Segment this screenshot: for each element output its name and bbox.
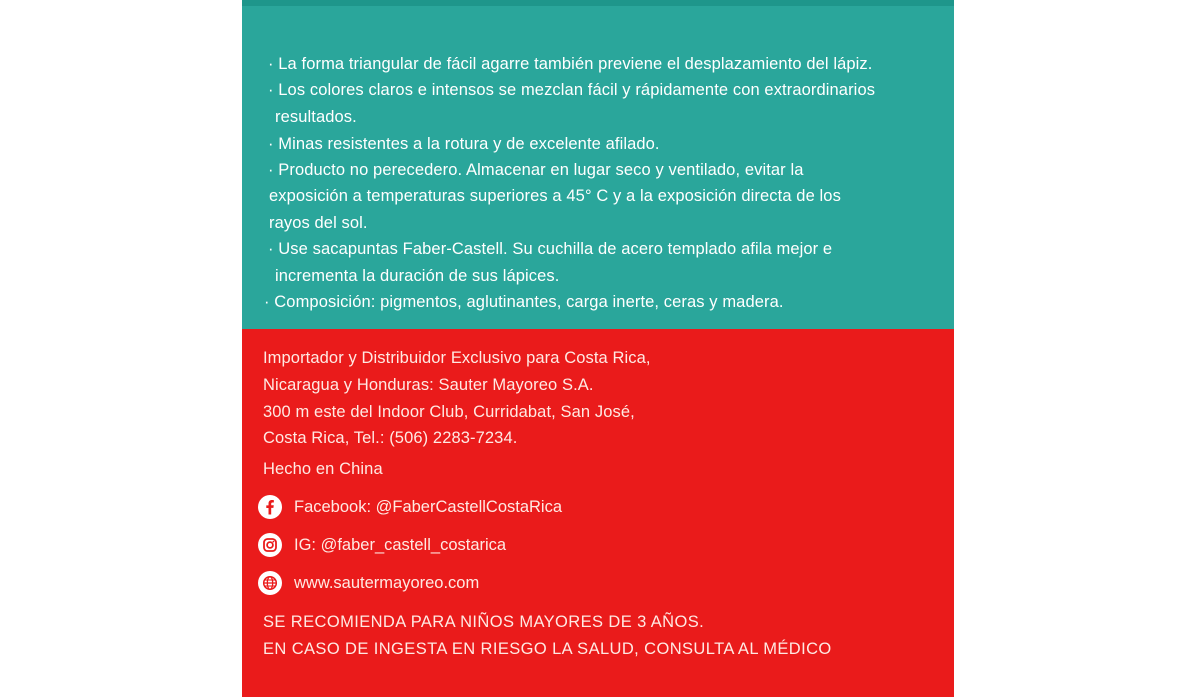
bullet-line-7: rayos del sol.	[269, 214, 368, 232]
bullet-line-6: exposición a temperaturas superiores a 45° C y a la exposición directa de los	[269, 187, 841, 205]
importer-line-3: 300 m este del Indoor Club, Curridabat, San José,	[263, 403, 635, 421]
facebook-icon	[258, 495, 282, 519]
bullet-line-1: · La forma triangular de fácil agarre también previene el desplazamiento del lápiz.	[268, 55, 873, 73]
website-url: www.sautermayoreo.com	[294, 574, 480, 592]
instagram-handle: IG: @faber_castell_costarica	[294, 536, 507, 554]
top-edge-band	[242, 0, 954, 6]
importer-line-4: Costa Rica, Tel.: (506) 2283-7234.	[263, 429, 518, 447]
warning-line-1: SE RECOMIENDA PARA NIÑOS MAYORES DE 3 AÑOS.	[263, 613, 705, 631]
bullet-line-3: resultados.	[275, 108, 357, 126]
origin-text: Hecho en China	[263, 460, 383, 478]
importer-line-2: Nicaragua y Honduras: Sauter Mayoreo S.A.	[263, 376, 594, 394]
bullet-line-2: · Los colores claros e intensos se mezclan fácil y rápidamente con extraordinarios	[268, 81, 876, 99]
importer-line-1: Importador y Distribuidor Exclusivo para Costa Rica,	[263, 349, 651, 367]
globe-icon	[258, 571, 282, 595]
package-back-panel	[242, 0, 954, 697]
bullet-line-9: incrementa la duración de sus lápices.	[275, 267, 560, 285]
bullet-line-4: · Minas resistentes a la rotura y de excelente afilado.	[268, 135, 660, 153]
bullet-line-10: · Composición: pigmentos, aglutinantes, carga inerte, ceras y madera.	[264, 293, 784, 311]
warning-line-2: EN CASO DE INGESTA EN RIESGO LA SALUD, CONSULTA AL MÉDICO	[263, 640, 832, 658]
bullet-line-8: · Use sacapuntas Faber-Castell. Su cuchilla de acero templado afila mejor e	[268, 240, 833, 258]
teal-info-section	[242, 0, 954, 329]
red-contact-section	[242, 329, 954, 697]
instagram-icon	[258, 533, 282, 557]
bullet-line-5: · Producto no perecedero. Almacenar en lugar seco y ventilado, evitar la	[268, 161, 804, 179]
facebook-handle: Facebook: @FaberCastellCostaRica	[294, 498, 563, 516]
